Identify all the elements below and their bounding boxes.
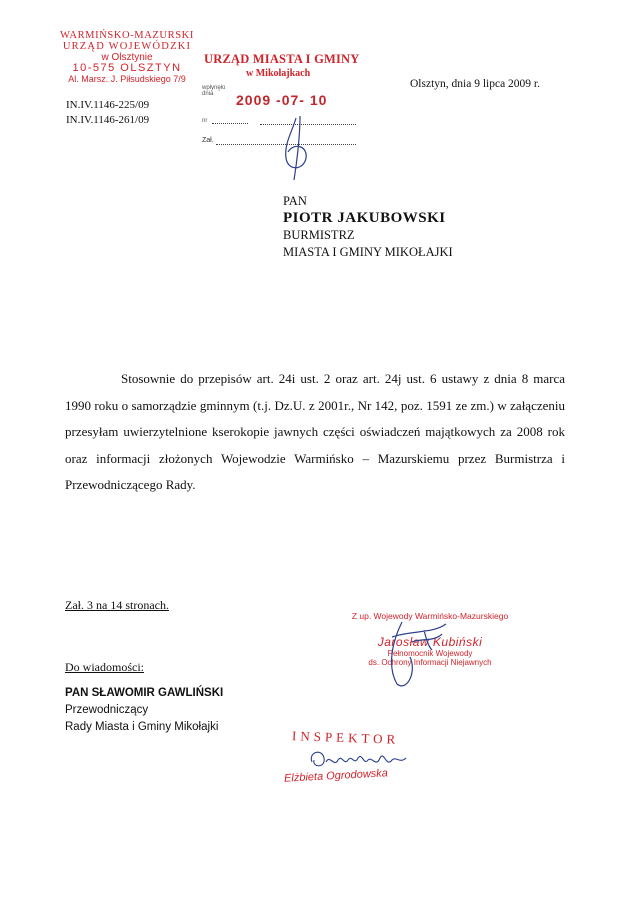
sender-stamp [52, 30, 202, 85]
reference-number: IN.IV.1146-225/09 [66, 99, 150, 111]
addressee-office: MIASTA I GMINY MIKOŁAJKI [283, 245, 453, 259]
cc-role: Przewodniczący [65, 704, 149, 716]
number-label: nr [202, 118, 208, 124]
reference-numbers [66, 98, 149, 128]
receiver-stamp-title: URZĄD MIASTA I GMINY [204, 52, 360, 66]
cc-name: PAN SŁAWOMIR GAWLIŃSKI [65, 687, 224, 699]
letter-date: Olsztyn, dnia 9 lipca 2009 r. [410, 78, 540, 90]
addressee-title: BURMISTRZ [283, 228, 355, 242]
cc-heading: Do wiadomości: [65, 660, 144, 674]
addressee-salutation: PAN [283, 194, 307, 208]
received-label: wpłynęło dnia [202, 85, 226, 97]
received-date: 2009 -07- 10 [236, 92, 328, 108]
addressee-name: PIOTR JAKUBOWSKI [283, 210, 446, 226]
attachments-note: Zał. 3 na 14 stronach. [65, 598, 169, 612]
cc-body: Rady Miasta i Gminy Mikołajki [65, 721, 219, 733]
official-stamp-name: Jarosław Kubiński [377, 635, 483, 649]
official-stamp-line3: Pełnomocnik Wojewody [387, 649, 473, 658]
addressee-block [283, 193, 453, 261]
letter-body: Stosownie do przepisów art. 24i ust. 2 oraz art. 24j ust. 6 ustawy z dnia 8 marca 1990 roku o samorządzie gminnym (t.j. Dz.U. z 2001r., Nr 142, poz. 1591 ze zm.) w załączeniu przesyłam uwierzytelnione kserokopie jawnych części oświadczeń majątkowych za 2008 rok oraz informacji złożonych Wojewodzie Warmińsko – Mazurskiemu przez Burmistrza i Przewodniczącego Rady. [65, 371, 565, 492]
reference-number: IN.IV.1146-261/09 [66, 114, 150, 126]
official-signature-icon [362, 612, 472, 692]
official-stamp-line4: ds. Ochrony Informacji Niejawnych [368, 658, 492, 667]
attachments-label: Zał. [202, 137, 214, 144]
cc-block [65, 685, 223, 736]
sender-stamp-line1: WARMIŃSKO-MAZURSKI [60, 30, 194, 41]
sender-stamp-line2: URZĄD WOJEWÓDZKI [62, 41, 192, 52]
inspector-name: Elżbieta Ogrodowska [283, 767, 389, 785]
sender-stamp-line3: w Olsztynie [101, 52, 153, 63]
inspector-title: INSPEKTOR [291, 728, 400, 747]
number-dots [212, 123, 248, 124]
sender-stamp-line5: Al. Marsz. J. Piłsudskiego 7/9 [68, 74, 186, 84]
official-stamp-line1: Z up. Wojewody Warmińsko-Mazurskiego [351, 611, 509, 621]
receiver-stamp-subtitle: w Mikołajkach [246, 68, 311, 79]
sender-stamp-line4: 10-575 OLSZTYN [72, 62, 182, 74]
receiver-signature-icon [274, 114, 324, 184]
